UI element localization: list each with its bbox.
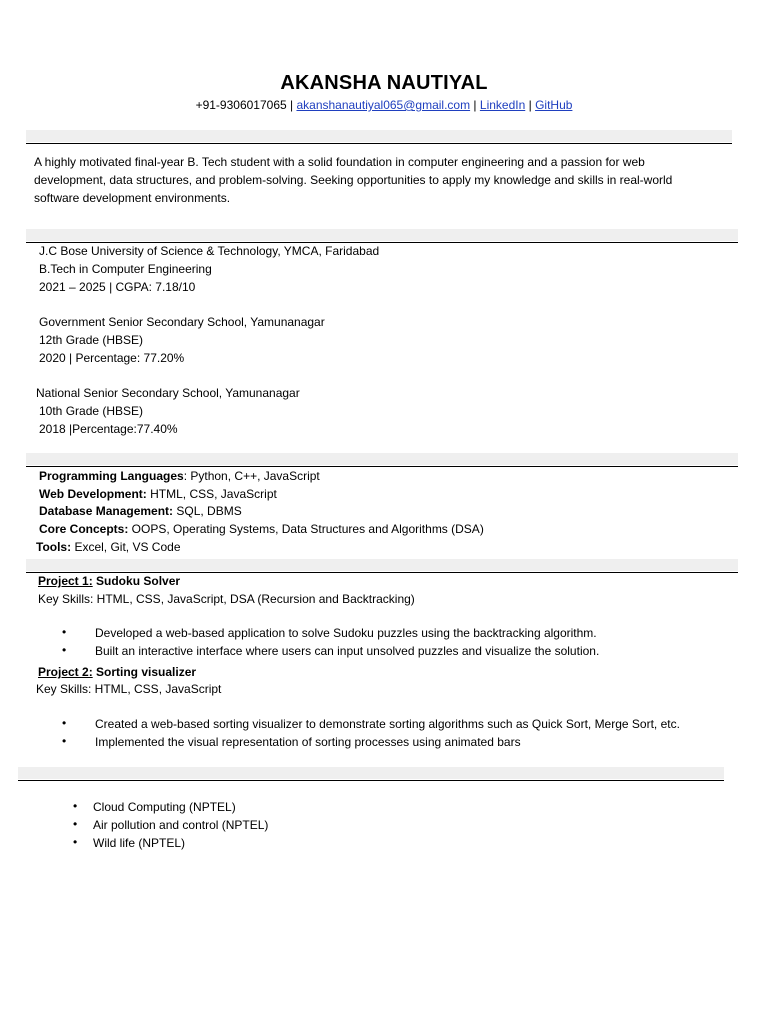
skill-label: Programming Languages [39, 469, 184, 483]
project-bullet: Built an interactive interface where users can input unsolved puzzles and visualize the solution. [95, 644, 600, 658]
education-degree: 12th Grade (HBSE) [39, 333, 144, 347]
education-degree: B.Tech in Computer Engineering [39, 262, 212, 276]
section-rule-skills [26, 466, 738, 467]
bullet-icon: • [62, 643, 67, 657]
certification-item: Cloud Computing (NPTEL) [93, 800, 236, 814]
project-bullet: Implemented the visual representation of sorting processes using animated bars [95, 735, 521, 749]
linkedin-link[interactable]: LinkedIn [479, 98, 526, 112]
project-bullet: Developed a web-based application to solve Sudoku puzzles using the backtracking algorithm. [95, 626, 597, 640]
project-heading [38, 573, 180, 591]
skill-label: Tools: [36, 540, 72, 554]
bullet-icon: • [62, 716, 67, 730]
project-label: Project 1: [38, 574, 93, 588]
section-bar-certifications [18, 767, 724, 779]
skill-value: HTML, CSS, JavaScript [146, 487, 277, 501]
skill-row [39, 468, 320, 486]
email-link[interactable]: akanshanautiyal065@gmail.com [296, 98, 471, 112]
summary-line: A highly motivated final-year B. Tech student with a solid foundation in computer engineering and a passion for web [34, 155, 645, 169]
skill-label: Database Management: [39, 504, 174, 518]
section-rule-certifications [18, 780, 724, 781]
skill-row [39, 486, 277, 504]
project-title: Sudoku Solver [92, 574, 181, 588]
bullet-icon: • [73, 817, 78, 831]
skill-value: SQL, DBMS [173, 504, 242, 518]
skill-label: Core Concepts: [39, 522, 129, 536]
summary-line: software development environments. [34, 191, 231, 205]
education-school: J.C Bose University of Science & Technology, YMCA, Faridabad [39, 244, 380, 258]
resume-name: AKANSHA NAUTIYAL [280, 72, 488, 94]
bullet-icon: • [73, 835, 78, 849]
skill-value: OOPS, Operating Systems, Data Structures and Algorithms (DSA) [128, 522, 484, 536]
phone-number: +91-9306017065 [195, 98, 287, 112]
education-detail: 2020 | Percentage: 77.20% [39, 351, 185, 365]
bullet-icon: • [62, 625, 67, 639]
summary-line: development, data structures, and problem-solving. Seeking opportunities to apply my knowledge and skills in real-world [34, 173, 673, 187]
bullet-icon: • [73, 799, 78, 813]
project-heading [38, 664, 196, 682]
bullet-icon: • [62, 734, 67, 748]
section-bar-projects [26, 559, 738, 571]
section-bar-education [26, 229, 738, 241]
project-label: Project 2: [38, 665, 93, 679]
project-skills: Key Skills: HTML, CSS, JavaScript [36, 682, 222, 696]
education-school: National Senior Secondary School, Yamunanagar [36, 386, 300, 400]
education-detail: 2018 |Percentage:77.40% [39, 422, 178, 436]
section-bar-skills [26, 453, 738, 465]
skill-row [36, 539, 181, 557]
skill-value: Excel, Git, VS Code [71, 540, 181, 554]
github-link[interactable]: GitHub [535, 98, 573, 112]
skill-row [39, 521, 484, 539]
certification-item: Wild life (NPTEL) [93, 836, 186, 850]
education-degree: 10th Grade (HBSE) [39, 404, 144, 418]
contact-line: +91-9306017065 | akanshanautiyal065@gmail.com | LinkedIn | GitHub [195, 98, 573, 112]
certification-item: Air pollution and control (NPTEL) [93, 818, 269, 832]
skill-value: : Python, C++, JavaScript [183, 469, 320, 483]
project-title: Sorting visualizer [92, 665, 197, 679]
education-detail: 2021 – 2025 | CGPA: 7.18/10 [39, 280, 196, 294]
skill-row [39, 503, 242, 521]
section-bar-summary [26, 130, 732, 142]
education-school: Government Senior Secondary School, Yamunanagar [39, 315, 325, 329]
project-bullet: Created a web-based sorting visualizer to demonstrate sorting algorithms such as Quick Sort, Merge Sort, etc. [95, 717, 680, 731]
project-skills: Key Skills: HTML, CSS, JavaScript, DSA (Recursion and Backtracking) [38, 592, 415, 606]
section-rule-summary [26, 143, 732, 144]
skill-label: Web Development: [39, 487, 147, 501]
